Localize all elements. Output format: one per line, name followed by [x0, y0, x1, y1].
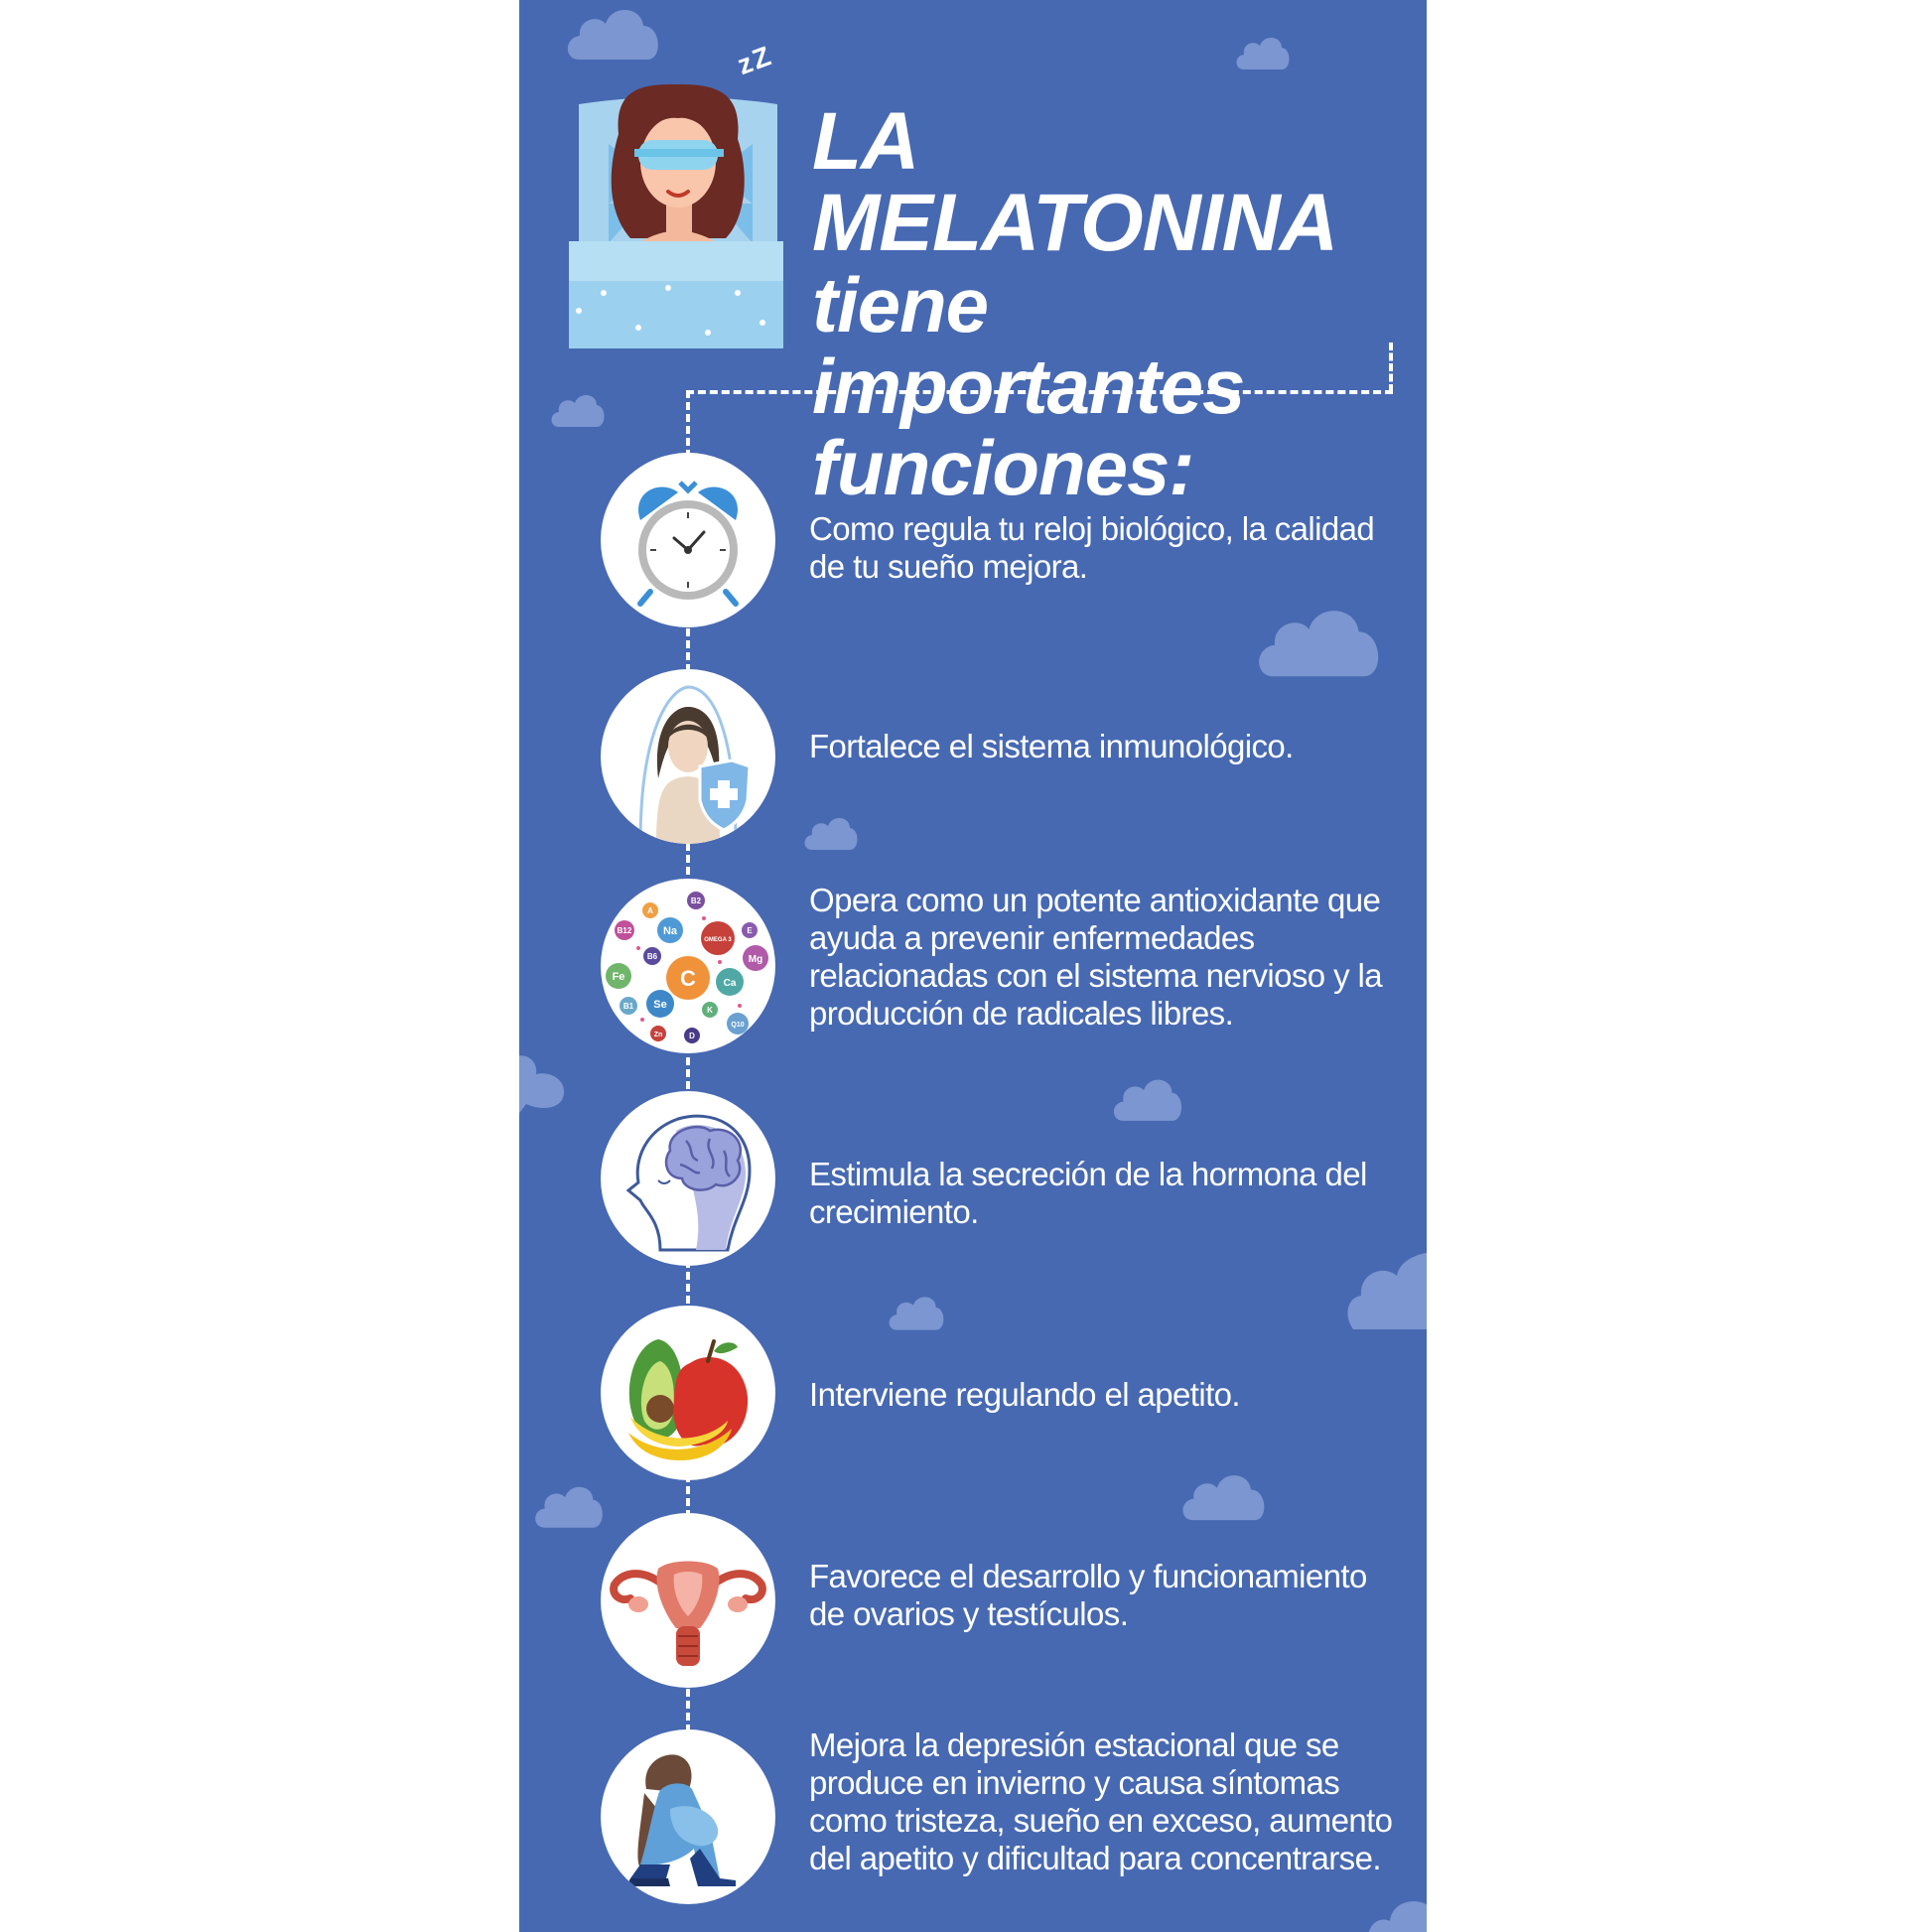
- title-line-1: LA MELATONINA: [812, 96, 1338, 268]
- page-title: [812, 96, 1418, 511]
- cloud-icon: [1234, 32, 1292, 73]
- cloud-icon: [549, 389, 607, 431]
- vitamin-label: B6: [646, 952, 658, 961]
- vitamin-label: A: [647, 906, 653, 915]
- vitamin-label: Mg: [748, 954, 763, 965]
- vitamin-label: Q10: [731, 1022, 745, 1029]
- cloud-icon: [802, 812, 860, 854]
- function-text-4: Estimula la secreción de la hormona del crecimiento.: [809, 1156, 1367, 1230]
- title-line-3: funciones:: [812, 424, 1194, 511]
- cloud-icon: [1343, 1246, 1427, 1331]
- vitamin-label: Se: [653, 999, 667, 1011]
- function-text-7: Mejora la depresión estacional que se produce en invierno y causa síntomas como tristeza, sueño en exceso, aumento del apetito y dificultad para concentrarse.: [809, 1726, 1393, 1876]
- cloud-icon: [1254, 596, 1385, 681]
- vitamin-label: B1: [622, 1002, 634, 1011]
- connector-line: [1389, 343, 1393, 392]
- cloud-icon: [1179, 1464, 1269, 1524]
- connector-line: [686, 390, 1393, 394]
- cloud-icon: [532, 1479, 606, 1533]
- sad-person-icon: [601, 1729, 775, 1904]
- sleeping-woman-icon: [569, 45, 797, 357]
- vitamin-label: K: [707, 1006, 713, 1015]
- vitamin-label: OMEGA 3: [704, 937, 732, 943]
- infographic-panel: [519, 0, 1427, 1932]
- reproductive-organs-icon: [601, 1513, 775, 1688]
- fruits-icon: [601, 1306, 775, 1480]
- cloud-icon: [887, 1291, 946, 1334]
- sleep-z-glyphs: zZ: [733, 39, 777, 81]
- function-text-6: Favorece el desarrollo y funcionamiento de ovarios y testículos.: [809, 1558, 1367, 1632]
- vitamin-label: Zn: [653, 1032, 663, 1038]
- cloud-icon: [519, 1052, 570, 1122]
- vitamin-label: Fe: [612, 971, 625, 983]
- cloud-icon: [1110, 1072, 1185, 1126]
- alarm-clock-icon: [601, 453, 775, 627]
- function-text-5: Interviene regulando el apetito.: [809, 1376, 1240, 1413]
- vitamin-label: D: [689, 1032, 695, 1040]
- cloud-icon: [1368, 1891, 1427, 1932]
- brain-head-icon: [601, 1091, 775, 1266]
- vitamin-label: C: [680, 966, 696, 991]
- vitamins-icon: [601, 879, 775, 1053]
- vitamin-label: B12: [617, 926, 632, 935]
- vitamin-label: E: [747, 926, 753, 935]
- immune-shield-icon: [601, 669, 775, 844]
- function-text-3: Opera como un potente antioxidante que ayuda a prevenir enfermedades relacionadas con el sistema nervioso y la producción de radicales libres.: [809, 882, 1383, 1032]
- function-text-1: Como regula tu reloj biológico, la calidad de tu sueño mejora.: [809, 510, 1375, 585]
- vitamin-label: Ca: [723, 978, 737, 989]
- vitamin-label: B2: [690, 897, 702, 905]
- vitamin-label: Na: [662, 925, 678, 937]
- function-text-2: Fortalece el sistema inmunológico.: [809, 728, 1294, 764]
- title-line-2: tiene importantes: [812, 261, 1245, 430]
